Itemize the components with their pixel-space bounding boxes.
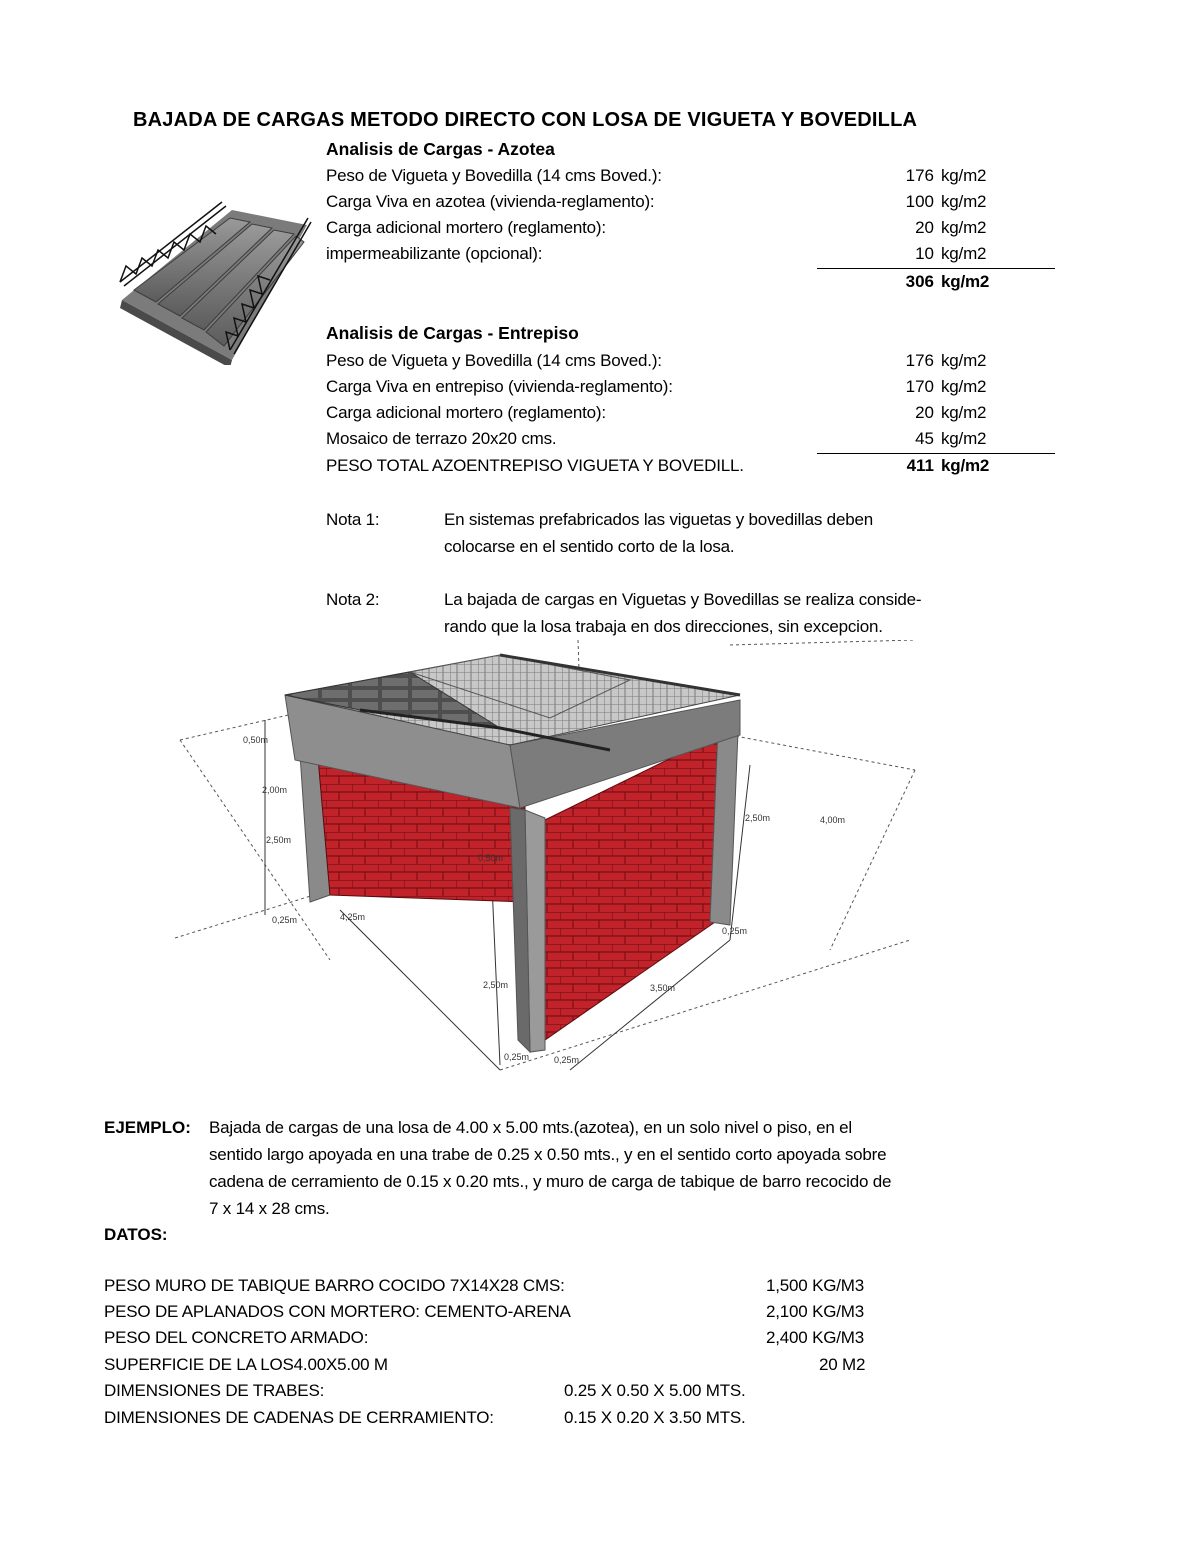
note-2-line: rando que la losa trabaja en dos direcciones, sin excepcion.: [444, 617, 883, 636]
dim-label: 2,50m: [483, 980, 509, 990]
example-line: Bajada de cargas de una losa de 4.00 x 5.00 mts.(azotea), en un solo nivel o piso, en el: [209, 1118, 852, 1137]
azotea-row-unit: kg/m2: [941, 218, 987, 237]
azotea-row-unit: kg/m2: [941, 192, 987, 211]
dim-label: 2,50m: [745, 813, 771, 823]
entrepiso-total-label: PESO TOTAL AZOENTREPISO VIGUETA Y BOVEDILL.: [326, 456, 744, 475]
azotea-row-value: 176: [905, 166, 934, 185]
dim-label: 4,25m: [340, 912, 366, 922]
entrepiso-row-label: Carga adicional mortero (reglamento):: [326, 403, 606, 422]
datos-row-value: 2,400 KG/M3: [766, 1328, 864, 1347]
note-1-line: En sistemas prefabricados las viguetas y bovedillas deben: [444, 510, 873, 529]
azotea-row-label: Peso de Vigueta y Bovedilla (14 cms Boved.):: [326, 166, 662, 185]
note-2-label: Nota 2:: [326, 590, 380, 609]
entrepiso-row-unit: kg/m2: [941, 403, 987, 422]
azotea-row-value: 100: [905, 192, 934, 211]
datos-label: DATOS:: [104, 1225, 168, 1244]
example-line: cadena de cerramiento de 0.15 x 0.20 mts., y muro de carga de tabique de barro recocido de: [209, 1172, 892, 1191]
datos-row-label: PESO DE APLANADOS CON MORTERO: CEMENTO-ARENA: [104, 1302, 571, 1321]
entrepiso-row-unit: kg/m2: [941, 429, 987, 448]
dim-label: 0,25m: [554, 1055, 580, 1065]
datos-row-label: DIMENSIONES DE CADENAS DE CERRAMIENTO:: [104, 1408, 494, 1427]
datos-row-label: SUPERFICIE DE LA LOS4.00X5.00 M: [104, 1355, 388, 1374]
example-line: sentido largo apoyada en una trabe de 0.25 x 0.50 mts., y en el sentido corto apoyada sobre: [209, 1145, 887, 1164]
azotea-row-label: Carga adicional mortero (reglamento):: [326, 218, 606, 237]
azotea-row-label: Carga Viva en azotea (vivienda-reglamento):: [326, 192, 655, 211]
entrepiso-row-value: 170: [905, 377, 934, 396]
datos-row-value: 0.25 X 0.50 X 5.00 MTS.: [564, 1381, 746, 1400]
note-2-line: La bajada de cargas en Viguetas y Bovedillas se realiza conside-: [444, 590, 922, 609]
azotea-row-unit: kg/m2: [941, 166, 987, 185]
azotea-total-rule: [817, 268, 1055, 269]
entrepiso-total-unit: kg/m2: [941, 456, 990, 475]
page-title: BAJADA DE CARGAS METODO DIRECTO CON LOSA DE VIGUETA Y BOVEDILLA: [133, 109, 918, 131]
example-label: EJEMPLO:: [104, 1118, 191, 1137]
datos-row-value: 0.15 X 0.20 X 3.50 MTS.: [564, 1408, 746, 1427]
datos-row-value: 1,500 KG/M3: [766, 1276, 864, 1295]
entrepiso-row-value: 45: [915, 429, 934, 448]
azotea-row-label: impermeabilizante (opcional):: [326, 244, 543, 263]
azotea-row-unit: kg/m2: [941, 244, 987, 263]
dim-label: 0,25m: [504, 1052, 530, 1062]
entrepiso-row-label: Peso de Vigueta y Bovedilla (14 cms Boved.):: [326, 351, 662, 370]
entrepiso-total-value: 411: [906, 456, 934, 475]
datos-row-label: PESO DEL CONCRETO ARMADO:: [104, 1328, 369, 1347]
note-1-line: colocarse en el sentido corto de la losa.: [444, 537, 735, 556]
entrepiso-row-value: 20: [915, 403, 934, 422]
dim-label: 0,50m: [478, 853, 504, 863]
datos-row-value: 20 M2: [819, 1355, 866, 1374]
dim-label: 3,50m: [650, 983, 676, 993]
slab-illustration: [112, 190, 312, 365]
entrepiso-heading: Analisis de Cargas - Entrepiso: [326, 323, 579, 343]
azotea-total-unit: kg/m2: [941, 272, 990, 291]
example-line: 7 x 14 x 28 cms.: [209, 1199, 330, 1218]
entrepiso-row-value: 176: [905, 351, 934, 370]
note-1-label: Nota 1:: [326, 510, 380, 529]
entrepiso-row-unit: kg/m2: [941, 351, 987, 370]
entrepiso-row-label: Mosaico de terrazo 20x20 cms.: [326, 429, 557, 448]
dim-label: 0,25m: [722, 926, 748, 936]
datos-row-value: 2,100 KG/M3: [766, 1302, 864, 1321]
dim-label: 0,25m: [272, 915, 298, 925]
entrepiso-row-unit: kg/m2: [941, 377, 987, 396]
dim-label: 2,00m: [262, 785, 288, 795]
structure-drawing: [170, 640, 930, 1085]
entrepiso-total-rule: [817, 453, 1055, 454]
datos-row-label: DIMENSIONES DE TRABES:: [104, 1381, 325, 1400]
azotea-heading: Analisis de Cargas - Azotea: [326, 139, 555, 159]
azotea-row-value: 10: [915, 244, 934, 263]
azotea-row-value: 20: [915, 218, 934, 237]
datos-row-label: PESO MURO DE TABIQUE BARRO COCIDO 7X14X28 CMS:: [104, 1276, 565, 1295]
dim-label: 0,50m: [243, 735, 269, 745]
azotea-total-value: 306: [905, 272, 934, 291]
dim-label: 2,50m: [266, 835, 292, 845]
entrepiso-row-label: Carga Viva en entrepiso (vivienda-reglamento):: [326, 377, 673, 396]
dim-label: 4,00m: [820, 815, 846, 825]
